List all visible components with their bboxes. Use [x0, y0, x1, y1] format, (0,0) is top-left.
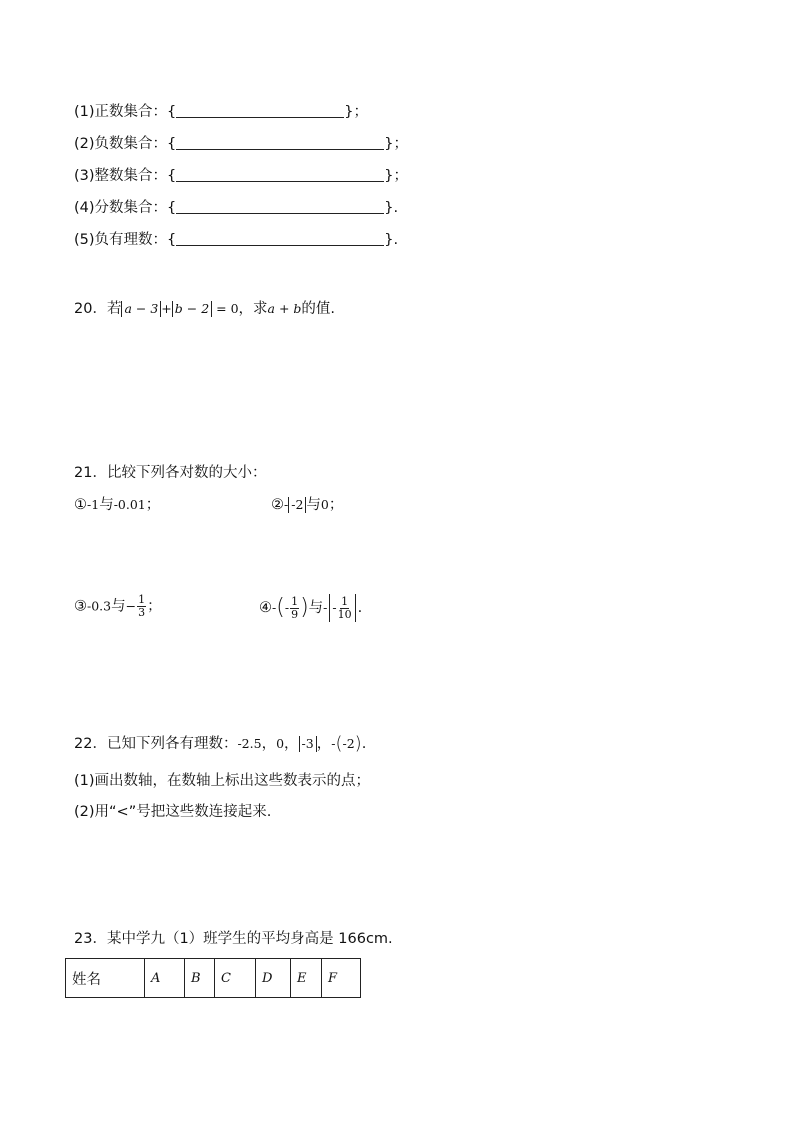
left-paren: (: [335, 733, 343, 754]
q20-prefix: 20．若: [74, 301, 122, 317]
q20-equation: [121, 301, 238, 316]
question-20: [74, 299, 335, 319]
circled-2: ②: [271, 497, 284, 513]
end-mark: .: [357, 600, 363, 616]
circled-3: ③: [74, 598, 87, 615]
set-label: (4)分数集合：{: [74, 200, 177, 216]
answer-blank[interactable]: [176, 167, 384, 182]
abs-value: -2: [288, 497, 306, 513]
q21-pair-1: [74, 495, 160, 515]
q22-part-2: (2)用“<”号把这些数连接起来.: [74, 804, 272, 820]
name-cell: E: [291, 959, 322, 998]
name-cell: A: [145, 959, 185, 998]
with-word: 与: [111, 598, 126, 615]
left-paren: (: [276, 595, 285, 620]
equals-zero: = 0: [216, 301, 239, 316]
table-header-cell: 姓名: [66, 959, 145, 998]
name-cell: D: [256, 959, 291, 998]
separator: ，: [316, 736, 332, 752]
set-end: }；: [384, 136, 408, 152]
q22-part-1: (1)画出数轴，在数轴上标出这些数表示的点；: [74, 773, 371, 789]
end-mark: ；: [328, 497, 344, 513]
set-end: }；: [344, 104, 368, 120]
table-row: [66, 959, 361, 998]
plus-sign: +: [274, 301, 294, 316]
end-mark: .: [361, 736, 367, 752]
set-label: (5)负有理数：{: [74, 232, 177, 248]
question-21-title: 21．比较下列各对数的大小：: [74, 465, 267, 481]
set-label: (3)整数集合：{: [74, 168, 177, 184]
value: -0.3: [87, 598, 112, 614]
number: -2.5: [237, 736, 262, 751]
q20-mid: ，求: [238, 301, 268, 317]
set-label: (2)负数集合：{: [74, 136, 177, 152]
question-22: [74, 733, 366, 755]
fraction: [338, 596, 352, 621]
set-line-1: [74, 102, 368, 122]
name-cell: F: [322, 959, 361, 998]
set-line-4: [74, 198, 398, 218]
answer-blank[interactable]: [176, 231, 384, 246]
numerator: 1: [341, 594, 349, 608]
minus-sign: -: [272, 600, 277, 615]
with-word: 与: [306, 497, 321, 513]
set-line-3: [74, 166, 408, 186]
set-end: }.: [384, 232, 399, 248]
set-line-2: [74, 134, 408, 154]
plus-sign: +: [161, 301, 172, 316]
circled-4: ④: [259, 600, 272, 616]
separator: ，: [284, 736, 299, 752]
denominator: 3: [138, 606, 146, 619]
minus-sign: -: [323, 600, 328, 615]
numerator: 1: [138, 593, 146, 606]
value: -1: [87, 497, 100, 512]
end-mark: ；: [147, 598, 162, 615]
numerator: 1: [291, 594, 299, 608]
q21-pair-4: [259, 594, 362, 622]
set-line-5: [74, 230, 398, 250]
minus-sign: -: [284, 600, 290, 615]
minus-sign: -: [284, 497, 289, 512]
abs-value: -3: [299, 736, 317, 752]
minus-sign: -: [331, 736, 336, 751]
name-cell: B: [185, 959, 215, 998]
fraction: [137, 594, 146, 619]
answer-blank[interactable]: [176, 135, 384, 150]
value: 0: [320, 497, 329, 512]
with-word: 与: [99, 497, 114, 513]
answer-blank[interactable]: [176, 199, 384, 214]
number: -2: [342, 736, 355, 751]
denominator: 10: [337, 607, 352, 621]
abs-a-minus-3: a − 3: [121, 301, 161, 317]
set-end: }.: [384, 200, 399, 216]
minus-sign: −: [125, 598, 137, 614]
with-word: 与: [308, 600, 324, 616]
abs-b-minus-2: b − 2: [172, 301, 212, 317]
value: -0.01: [113, 497, 146, 512]
q22-prefix: 22．已知下列各有理数：: [74, 736, 238, 752]
minus-sign: -: [332, 600, 337, 615]
circled-1: ①: [74, 497, 87, 513]
separator: ，: [261, 736, 277, 752]
question-23: 23．某中学九（1）班学生的平均身高是 166cm.: [74, 931, 393, 947]
q21-pair-3: [74, 594, 162, 619]
end-mark: ；: [145, 497, 161, 513]
name-cell: C: [215, 959, 256, 998]
set-end: }；: [384, 168, 408, 184]
var-b: b: [293, 301, 302, 316]
answer-blank[interactable]: [176, 103, 344, 118]
set-label: (1)正数集合：{: [74, 104, 177, 120]
fraction: [290, 596, 299, 621]
q21-pair-2: [271, 495, 343, 515]
right-paren: ): [354, 733, 362, 754]
q20-suffix: 的值.: [301, 301, 336, 317]
denominator: 9: [291, 607, 299, 621]
abs-bar-left: [329, 594, 330, 622]
names-table: [65, 958, 361, 998]
var-a: a: [267, 301, 275, 316]
number: 0: [276, 736, 285, 751]
abs-bar-right: [355, 594, 356, 622]
right-paren: ): [300, 595, 309, 620]
